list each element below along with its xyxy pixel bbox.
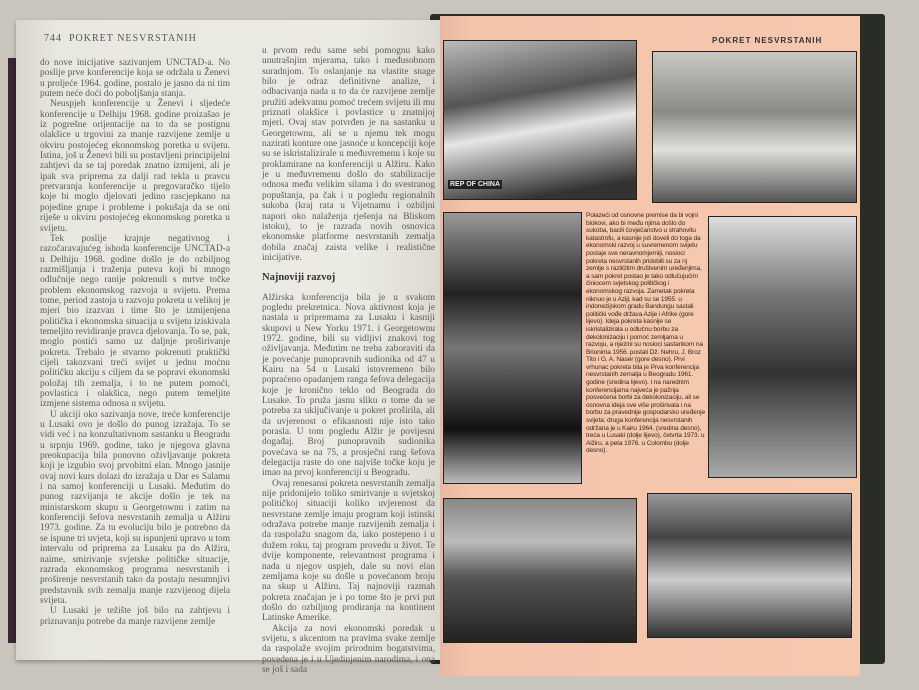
photo-cairo-conference	[708, 216, 857, 478]
paragraph: Ovaj renesansi pokreta nesvrstanih zemalja nije pridonijelo toliko smirivanje u svjetskoj političkoj situaciji koliko uvjerenost da nesvrstane zemlje imaju program koji istinski odražava potrebe manje razvijenih zemalja i da raspolažu snagom da, iako postepeno i u dužem roku, taj program provedu u život. Te dvije komponente, relevantnost programa i nada u njegov uspjeh, dale su novi elan zemljama koje su došle u povećanom broju na skup u Alžiru. Taj najnoviji razmah pokreta značajan je i po tome što je prvi put došlo do ozbiljnog prodiranja na kontinent Latinske Amerike.	[262, 478, 435, 624]
left-page	[16, 20, 440, 675]
page-header-left	[44, 33, 197, 44]
paragraph: Alžirska konferencija bila je u svakom pogledu prekretnica. Nova aktivnost koja je nastala u pripremama za Lusaku i kasniji skupovi u New Yorku 1971. i Georgetownu 1972. godine, bili su vidljivi znakovi tog oživljavanja. Međutim ne treba zaboraviti da je povećanje punopravnih sudionika od 47 u Kairu na 54 u Lusaki istovremeno bilo popraćeno opadanjem ranga šefova delegacija koje je kronično teklo od Beograda do Lusake. To pruža jasnu sliku o tome da se potreba za uključivanje u pokret proširila, ali da uvjerenost o efikasnosti nije isto tako porasla. U tom pogledu Alžir je povijesni događaj. Broj punopravnih sudionika povećava se na 75, a prosječni rang šefova delegacija raste do one najviše točke koju je imao na prvoj konferenciji u Beogradu.	[262, 292, 435, 479]
photo-colombo-conference	[647, 493, 852, 638]
photo-belgrade-conference	[443, 212, 582, 484]
paragraph: U Lusaki je težište još bilo na zahtjevu i priznavanju potrebe da manje razvijene zemlje	[40, 606, 230, 627]
paragraph: do nove inicijative sazivanjem UNCTAD-a. No poslije prve konferencije koja se održala u Ženevi u proljeće 1964. godine, postalo je jasno da ni tim putem neće doći do poboljšanja stanja.	[40, 58, 230, 100]
text-column-2	[262, 46, 435, 675]
paragraph: Neuspjeh konferencije u Ženevi i sljedeće konferencije u Delhiju 1968. godine proizašao je iz pogrešne orijentacije na to da se postignu olakšice u trgovini za manje razvijene zemlje u okviru postojećeg ekonomskog poretka u svijetu. Istina, još u Ženevi bili su postavljeni principijelni zahtjevi da se taj poredak znatno izmijeni, ali je ipak sva priprema za dalji rad tekla u pravcu pretvaranja konferencije u pregovaračko tijelo koje bi moglo djelovati jedino rascjepkano na pojedine grupe i probleme i pokušaja da se oni riješe u okviru postojećeg ekonomskog poretka u svijetu.	[40, 99, 230, 234]
nameplate-sign: REP OF CHINA	[450, 181, 501, 188]
paragraph: Akcija za novi ekonomski poredak u svijetu, s akcentom na pravima svake zemlje da raspolaže svojim prirodnim bogatstvima, povedena je i u Ujedinjenim narodima, i ona se još i sada	[262, 623, 435, 675]
section-heading: Najnoviji razvoj	[262, 272, 336, 284]
page-number: 744	[44, 33, 62, 44]
photo-bandung-conference	[443, 40, 637, 200]
running-head-left: POKRET NESVRSTANIH	[69, 33, 197, 44]
paragraph: U akciji oko sazivanja nove, treće konferencije u Lusaki ovo je došlo do punog izražaja. To se vidi već i na konzultativnom sastanku u Beogradu u srpnju 1969. godine, tako je njegova glavna preokupacija bila ponovno oživljavanje pokreta koji je izgubio svoj prvobitni elan. Mnogo jasnije ovaj novi kurs dolazi do izražaja u Dar es Salamu i na samoj konferenciji u Lusaki. Međutim do punog razvijanja te akcije došlo je tek na ministarskom skupu u Georgetownu i zatim na konferenciji šefova nesvrstanih zemalja u Alžiru 1973. godine. Za tu evoluciju bilo je potrebno da se ispune tri uvjeta, koji su ispunjeni upravo u tom intervalu od priprema za Lusaku pa do Alžira, naime, smirivanje svjetske političke situacije, razrada ekonomskog programa nesvrstanih i proširenje nesvrstanih tako da postaju nesumnjivi predstavnik svih zemalja manje razvijenog dijela svijeta.	[40, 409, 230, 606]
right-page	[440, 16, 860, 676]
photo-caption: Polazeći od osnovne premise da bi vojni blokovi, ako bi među njima došlo do sukoba, bacili čovječanstvo u strahovitu katastrofu, a kasnije još doveli do toga da ekonomski razvoj u suvremenom svijetu postaje sve neravnomjerniji, nosioci pokreta nesvrstanih pridobili su za nj zemlje s različitim društvenim uređenjima, a sam pokret postao je tako odlučujućim činiocem svjetskog političkog i ekonomskog razvoja. Zametak pokreta niknuo je u Aziji, kad su se 1955. u indonezijskom gradu Bandungu sastali politički vođe država Azije i Afrike (gore lijevo). Ideja pokreta kasnije se iskristalizirala u odlučnu borbu za dekolonizaciju i pomoć zemljama u razvoju, a njezini su nosioci sastankom na Brionima 1956. postali Dž. Nehru, J. Broz Tito i G. A. Naser (gore desno). Prvi vrhunac pokreta bila je Prva konferencija nesvrstanih zemalja u Beogradu 1961. godine (sredina lijevo). I na narednim konferencijama najveća je pažnja posvećena borbi za dekolonizaciju, ali se osnovna ideja sve više proširivala i na borbu za pravednije gospodarsko uređenje svijeta: druga konferencija nesvrstanih održana je u Kairu 1964. (sredina desno), treća u Lusaki (dolje lijevo), četvrta 1973. u Alžiru, a peta 1976. u Colombu (dolje desno).	[586, 212, 706, 455]
photo-lusaka-conference	[443, 498, 637, 643]
photo-brioni-meeting	[652, 51, 857, 203]
paragraph: u prvom redu same sebi pomognu kako unutrašnjim mjerama, tako i međusobnom suradnjom. To oslanjanje na vlastite snage bilo je odraz definitivne analize, i odbacivanja nada u to da će razvijene zemlje pružiti adekvatnu pomoć trećem svijetu ili mu priznati olakšice i povlastice u znatnijoj mjeri. Ovaj stav potvrđen je na sastanku u Georgetownu, ali se u njemu tek mogu nazirati konture one jasnoće u koncepciji koje su se iskristalizirale u međuvremenu i koje su proklamirane na konferenciji u Alžiru. Kako je u međuvremenu došlo do stabilizacije odnosa među velikim silama i do svestranog popuštanja, pa čak i u pogledu regionalnih sukoba (kraj rata u Vijetnamu i ozbiljni napori oko nalaženja rješenja na Bliskom istoku), to je razrada novih osnovica ekonomske platforme nesvrstanih zemalja dobila značaj zaista velike i realistične inicijative.	[262, 46, 435, 263]
text-column-1	[40, 58, 230, 627]
running-head-right: POKRET NESVRSTANIH	[712, 36, 823, 45]
paragraph: Tek poslije krajnje negativnog i razočaravajućeg ishoda konferencije UNCTAD-a u Delhiju 1968. godine došlo je do ozbiljnog razmišljanja i traženja puteva koji bi mnogo odlučnije nego ranije pokrenuli s mrtve točke problem ekonomskog razvoja u svijetu. Prema tome, period zastoja u razvoju pokreta u velikoj je mjeri bio izazvan i time što je izmijenjena politička i ekonomska situacija u svijetu iziskivala temeljito revidiranje pravca djelovanja. To se, pak, moglo postići samo uz daljnje proširivanje pokreta. Trebalo je stvarno pokrenuti praktički cijeli takozvani treći svijet u jednu moćnu političku akciju s ciljem da se popravi ekonomski položaj tih zemalja, i to ne putem pomoći, povlastica i olakšica, nego putem temeljite izmjene sistema odnosa u svijetu.	[40, 233, 230, 410]
